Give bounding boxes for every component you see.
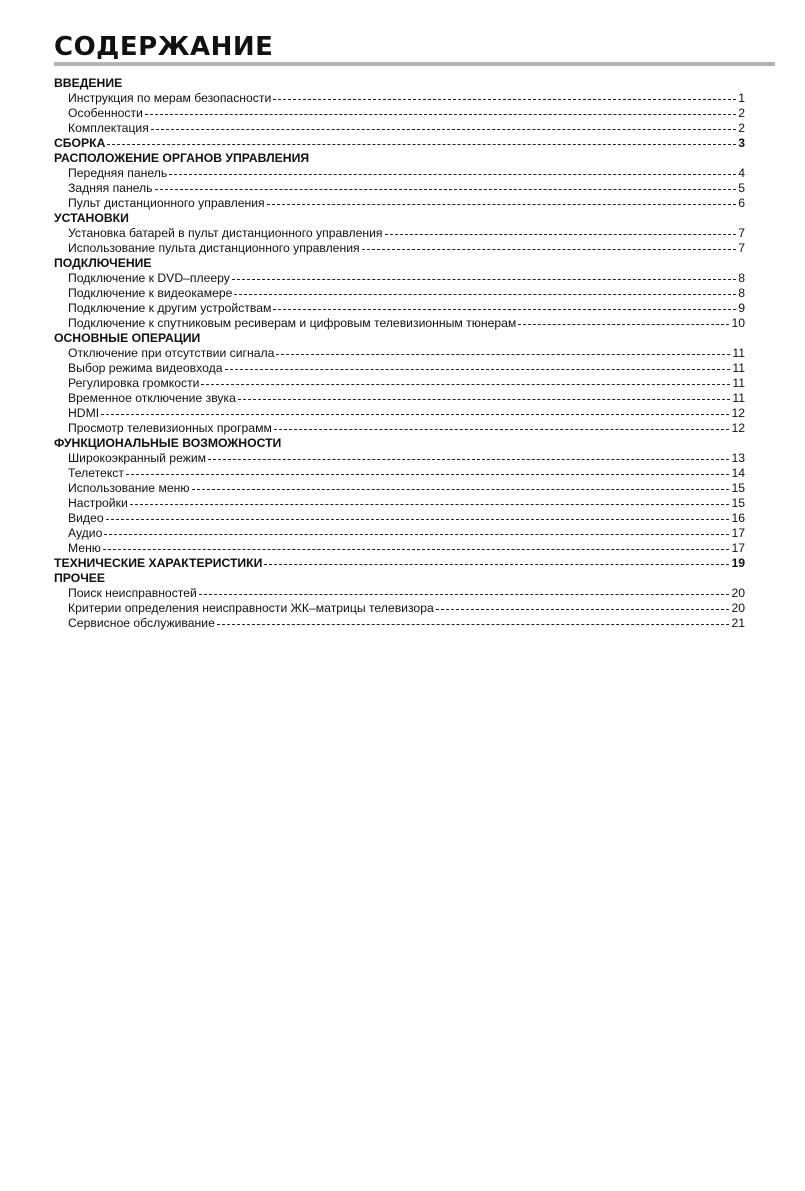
- dot-leader: [273, 99, 736, 100]
- toc-page-number: 15: [731, 481, 745, 495]
- toc-page-number: 14: [731, 466, 745, 480]
- toc-label: Отключение при отсутствии сигнала: [68, 346, 275, 360]
- toc-label: Установка батарей в пульт дистанционного управления: [68, 226, 383, 240]
- toc-label: СБОРКА: [54, 136, 106, 150]
- toc-page-number: 10: [731, 316, 745, 330]
- toc-label: ПОДКЛЮЧЕНИЕ: [54, 256, 152, 270]
- dot-leader: [276, 354, 730, 355]
- toc-page-number: 13: [731, 451, 745, 465]
- toc-label: Видео: [68, 511, 104, 525]
- toc-label: Пульт дистанционного управления: [68, 196, 265, 210]
- dot-leader: [192, 489, 730, 490]
- toc-page-number: 6: [738, 196, 745, 210]
- toc-label: РАСПОЛОЖЕНИЕ ОРГАНОВ УПРАВЛЕНИЯ: [54, 151, 310, 165]
- toc-entry[interactable]: [54, 121, 745, 136]
- toc-entry[interactable]: [54, 166, 745, 181]
- dot-leader: [274, 429, 730, 430]
- toc-entry[interactable]: [54, 466, 745, 481]
- toc-label: Поиск неисправностей: [68, 586, 197, 600]
- toc-entry[interactable]: [54, 451, 745, 466]
- dot-leader: [234, 294, 736, 295]
- toc-label: Использование пульта дистанционного управления: [68, 241, 360, 255]
- toc-page-number: 2: [738, 121, 745, 135]
- toc-page-number: 1: [738, 91, 745, 105]
- dot-leader: [518, 324, 729, 325]
- dot-leader: [217, 624, 730, 625]
- toc-entry[interactable]: [54, 616, 745, 631]
- toc-label: Передняя панель: [68, 166, 168, 180]
- toc-entry[interactable]: [54, 241, 745, 256]
- toc-page-number: 16: [731, 511, 745, 525]
- dot-leader: [145, 114, 736, 115]
- toc-label: Подключение к видеокамере: [68, 286, 233, 300]
- toc-entry[interactable]: [54, 586, 745, 601]
- dot-leader: [126, 474, 729, 475]
- toc-page-number: 12: [731, 421, 745, 435]
- toc-entry[interactable]: [54, 481, 745, 496]
- toc-entry[interactable]: [54, 271, 745, 286]
- toc-section-heading[interactable]: [54, 76, 745, 91]
- toc-entry[interactable]: [54, 406, 745, 421]
- toc-section-heading[interactable]: [54, 436, 745, 451]
- toc-label: Выбор режима видеовхода: [68, 361, 223, 375]
- dot-leader: [104, 534, 729, 535]
- dot-leader: [267, 204, 737, 205]
- dot-leader: [385, 234, 737, 235]
- toc-entry[interactable]: [54, 526, 745, 541]
- toc-label: УСТАНОВКИ: [54, 211, 129, 225]
- toc-page-number: 19: [731, 556, 745, 570]
- dot-leader: [107, 144, 736, 145]
- toc-page-number: 8: [738, 286, 745, 300]
- dot-leader: [106, 519, 730, 520]
- toc-label: Просмотр телевизионных программ: [68, 421, 272, 435]
- toc-page-number: 12: [731, 406, 745, 420]
- toc-entry[interactable]: [54, 286, 745, 301]
- dot-leader: [199, 594, 730, 595]
- toc-label: ОСНОВНЫЕ ОПЕРАЦИИ: [54, 331, 201, 345]
- toc-page-number: 7: [738, 241, 745, 255]
- toc-label: ФУНКЦИОНАЛЬНЫЕ ВОЗМОЖНОСТИ: [54, 436, 282, 450]
- toc-page-number: 17: [731, 541, 745, 555]
- toc-entry[interactable]: [54, 301, 745, 316]
- toc-page-number: 11: [732, 376, 745, 390]
- toc-page-number: 4: [738, 166, 745, 180]
- toc-label: Особенности: [68, 106, 143, 120]
- toc-page-number: 11: [732, 346, 745, 360]
- dot-leader: [273, 309, 736, 310]
- toc-page-number: 7: [738, 226, 745, 240]
- toc-page-number: 8: [738, 271, 745, 285]
- page-title: СОДЕРЖАНИЕ: [54, 32, 274, 62]
- toc-label: Подключение к другим устройствам: [68, 301, 272, 315]
- toc-label: Сервисное обслуживание: [68, 616, 215, 630]
- toc-entry[interactable]: [54, 376, 745, 391]
- toc-entry[interactable]: [54, 91, 745, 106]
- dot-leader: [436, 609, 730, 610]
- toc-section-heading[interactable]: [54, 151, 745, 166]
- dot-leader: [238, 399, 730, 400]
- toc-label: Регулировка громкости: [68, 376, 200, 390]
- toc-label: Критерии определения неисправности ЖК–матрицы телевизора: [68, 601, 434, 615]
- dot-leader: [362, 249, 737, 250]
- toc-page-number: 5: [738, 181, 745, 195]
- toc-section-heading[interactable]: [54, 256, 745, 271]
- toc-section-heading[interactable]: [54, 211, 745, 226]
- toc-entry[interactable]: [54, 196, 745, 211]
- toc-label: Широкоэкранный режим: [68, 451, 207, 465]
- dot-leader: [155, 189, 737, 190]
- dot-leader: [232, 279, 736, 280]
- toc-entry[interactable]: [54, 316, 745, 331]
- dot-leader: [208, 459, 729, 460]
- toc-entry[interactable]: [54, 601, 745, 616]
- toc-entry[interactable]: [54, 421, 745, 436]
- toc-entry[interactable]: [54, 496, 745, 511]
- toc-label: Временное отключение звука: [68, 391, 236, 405]
- toc-entry[interactable]: [54, 511, 745, 526]
- toc-section-heading[interactable]: [54, 571, 745, 586]
- toc-page-number: 11: [732, 391, 745, 405]
- toc-label: Использование меню: [68, 481, 190, 495]
- toc-entry[interactable]: [54, 226, 745, 241]
- toc-page-number: 21: [731, 616, 745, 630]
- toc-label: Аудио: [68, 526, 103, 540]
- toc-entry[interactable]: [54, 391, 745, 406]
- toc-label: Меню: [68, 541, 101, 555]
- toc-label: Подключение к спутниковым ресиверам и цифровым телевизионным тюнерам: [68, 316, 517, 330]
- toc-label: Телетекст: [68, 466, 124, 480]
- table-of-contents: [54, 76, 745, 631]
- toc-entry[interactable]: [54, 361, 745, 376]
- toc-label: Настройки: [68, 496, 128, 510]
- toc-page-number: 3: [738, 136, 745, 150]
- dot-leader: [101, 414, 729, 415]
- dot-leader: [103, 549, 729, 550]
- toc-label: ТЕХНИЧЕСКИЕ ХАРАКТЕРИСТИКИ: [54, 556, 263, 570]
- toc-page-number: 2: [738, 106, 745, 120]
- toc-page-number: 15: [731, 496, 745, 510]
- toc-label: ВВЕДЕНИЕ: [54, 76, 123, 90]
- toc-page-number: 11: [732, 361, 745, 375]
- toc-label: Подключение к DVD–плееру: [68, 271, 230, 285]
- toc-page-number: 20: [731, 586, 745, 600]
- dot-leader: [130, 504, 730, 505]
- toc-section-heading[interactable]: [54, 136, 745, 151]
- toc-label: Задняя панель: [68, 181, 153, 195]
- dot-leader: [225, 369, 731, 370]
- toc-page-number: 20: [731, 601, 745, 615]
- dot-leader: [151, 129, 736, 130]
- title-rule: [54, 62, 775, 66]
- dot-leader: [264, 564, 729, 565]
- dot-leader: [169, 174, 736, 175]
- toc-label: ПРОЧЕЕ: [54, 571, 106, 585]
- toc-page-number: 17: [731, 526, 745, 540]
- toc-page-number: 9: [738, 301, 745, 315]
- dot-leader: [201, 384, 730, 385]
- toc-label: Комплектация: [68, 121, 149, 135]
- toc-entry[interactable]: [54, 181, 745, 196]
- toc-label: Инструкция по мерам безопасности: [68, 91, 272, 105]
- toc-entry[interactable]: [54, 541, 745, 556]
- toc-entry[interactable]: [54, 106, 745, 121]
- toc-section-heading[interactable]: [54, 556, 745, 571]
- toc-entry[interactable]: [54, 346, 745, 361]
- toc-section-heading[interactable]: [54, 331, 745, 346]
- toc-label: HDMI: [68, 406, 100, 420]
